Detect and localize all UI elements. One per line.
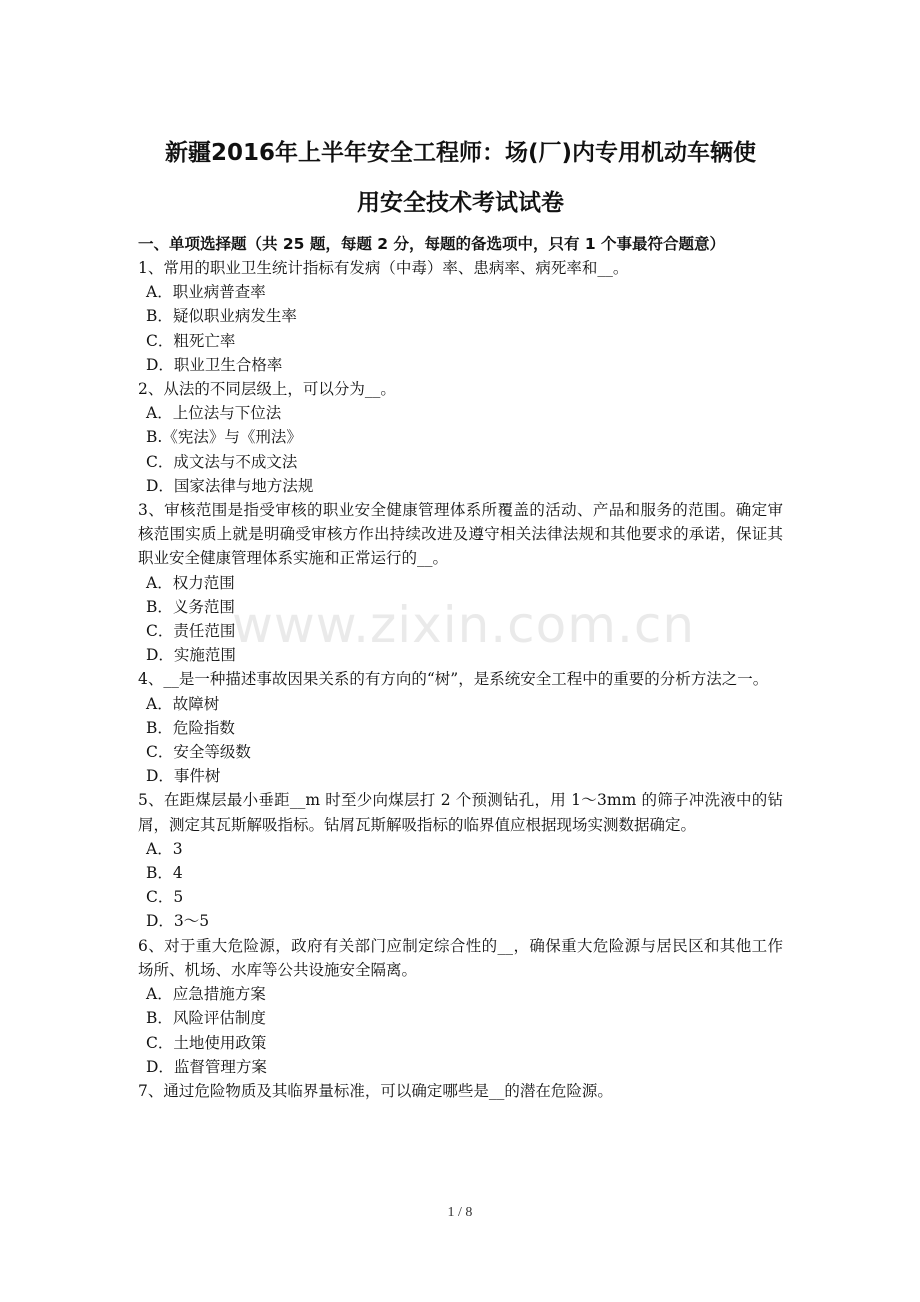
- answer-option: B．4: [146, 864, 183, 883]
- question-block: [138, 667, 783, 788]
- answer-option: A．3: [146, 839, 183, 858]
- answer-option: D．国家法律与地方法规: [146, 476, 314, 495]
- answer-option: C．5: [146, 888, 184, 907]
- answer-option: C．责任范围: [146, 622, 236, 641]
- page-number: 1 / 8: [447, 1205, 473, 1220]
- question-list: [138, 256, 783, 1103]
- question-text: 6、对于重大危险源，政府有关部门应制定综合性的__，确保重大危险源与居民区和其他工作场所、机场、水库等公共设施安全隔离。: [138, 936, 783, 979]
- answer-option: D．职业卫生合格率: [146, 355, 283, 374]
- answer-option: B．风险评估制度: [146, 1009, 266, 1028]
- document-title: [138, 128, 783, 228]
- question-text: 3、审核范围是指受审核的职业安全健康管理体系所覆盖的活动、产品和服务的范围。确定审核范围实质上就是明确受审核方作出持续改进及遵守相关法律法规和其他要求的承诺，保证其职业安全健康管理体系实施和正常运行的__。: [138, 501, 783, 568]
- question-block: [138, 788, 783, 933]
- question-block: [138, 256, 783, 377]
- answer-option: B．义务范围: [146, 597, 235, 616]
- page-content: [138, 128, 783, 1103]
- answer-option: D．事件树: [146, 767, 221, 786]
- answer-option: C．土地使用政策: [146, 1033, 267, 1052]
- question-text: 7、通过危险物质及其临界量标准，可以确定哪些是__的潜在危险源。: [138, 1081, 613, 1100]
- section-heading: 一、单项选择题（共 25 题，每题 2 分，每题的备选项中，只有 1 个事最符合题意）: [138, 235, 726, 253]
- answer-option: B．疑似职业病发生率: [146, 307, 297, 326]
- title-line-2: 用安全技术考试试卷: [357, 190, 564, 216]
- question-text: 4、__是一种描述事故因果关系的有方向的“树”，是系统安全工程中的重要的分析方法之一。: [138, 670, 769, 689]
- question-block: [138, 498, 783, 667]
- question-block: [138, 1079, 783, 1103]
- watermark: www.zixin.com.cn: [232, 596, 696, 654]
- answer-option: C．成文法与不成文法: [146, 452, 298, 471]
- answer-option: A．职业病普查率: [146, 283, 266, 302]
- answer-option: A．上位法与下位法: [146, 404, 282, 423]
- question-block: [138, 934, 783, 1079]
- answer-option: A．故障树: [146, 694, 220, 713]
- answer-option: D．实施范围: [146, 646, 236, 665]
- answer-option: B．危险指数: [146, 718, 235, 737]
- question-text: 1、常用的职业卫生统计指标有发病（中毒）率、患病率、病死率和__。: [138, 259, 629, 277]
- answer-option: C．安全等级数: [146, 743, 251, 762]
- answer-option: C．粗死亡率: [146, 331, 236, 350]
- answer-option: A．应急措施方案: [146, 985, 266, 1004]
- answer-option: B.《宪法》与《刑法》: [146, 428, 302, 447]
- answer-option: D．3～5: [146, 912, 210, 931]
- question-text: 2、从法的不同层级上，可以分为__。: [138, 380, 396, 399]
- question-text: 5、在距煤层最小垂距__m 时至少向煤层打 2 个预测钻孔，用 1～3mm 的筛子冲洗液中的钻屑，测定其瓦斯解吸指标。钻屑瓦斯解吸指标的临界值应根据现场实测数据确定。: [138, 791, 783, 834]
- question-block: [138, 377, 783, 498]
- title-line-1: 新疆2016年上半年安全工程师：场(厂)内专用机动车辆使: [164, 140, 757, 166]
- answer-option: A．权力范围: [146, 573, 235, 592]
- answer-option: D．监督管理方案: [146, 1057, 267, 1076]
